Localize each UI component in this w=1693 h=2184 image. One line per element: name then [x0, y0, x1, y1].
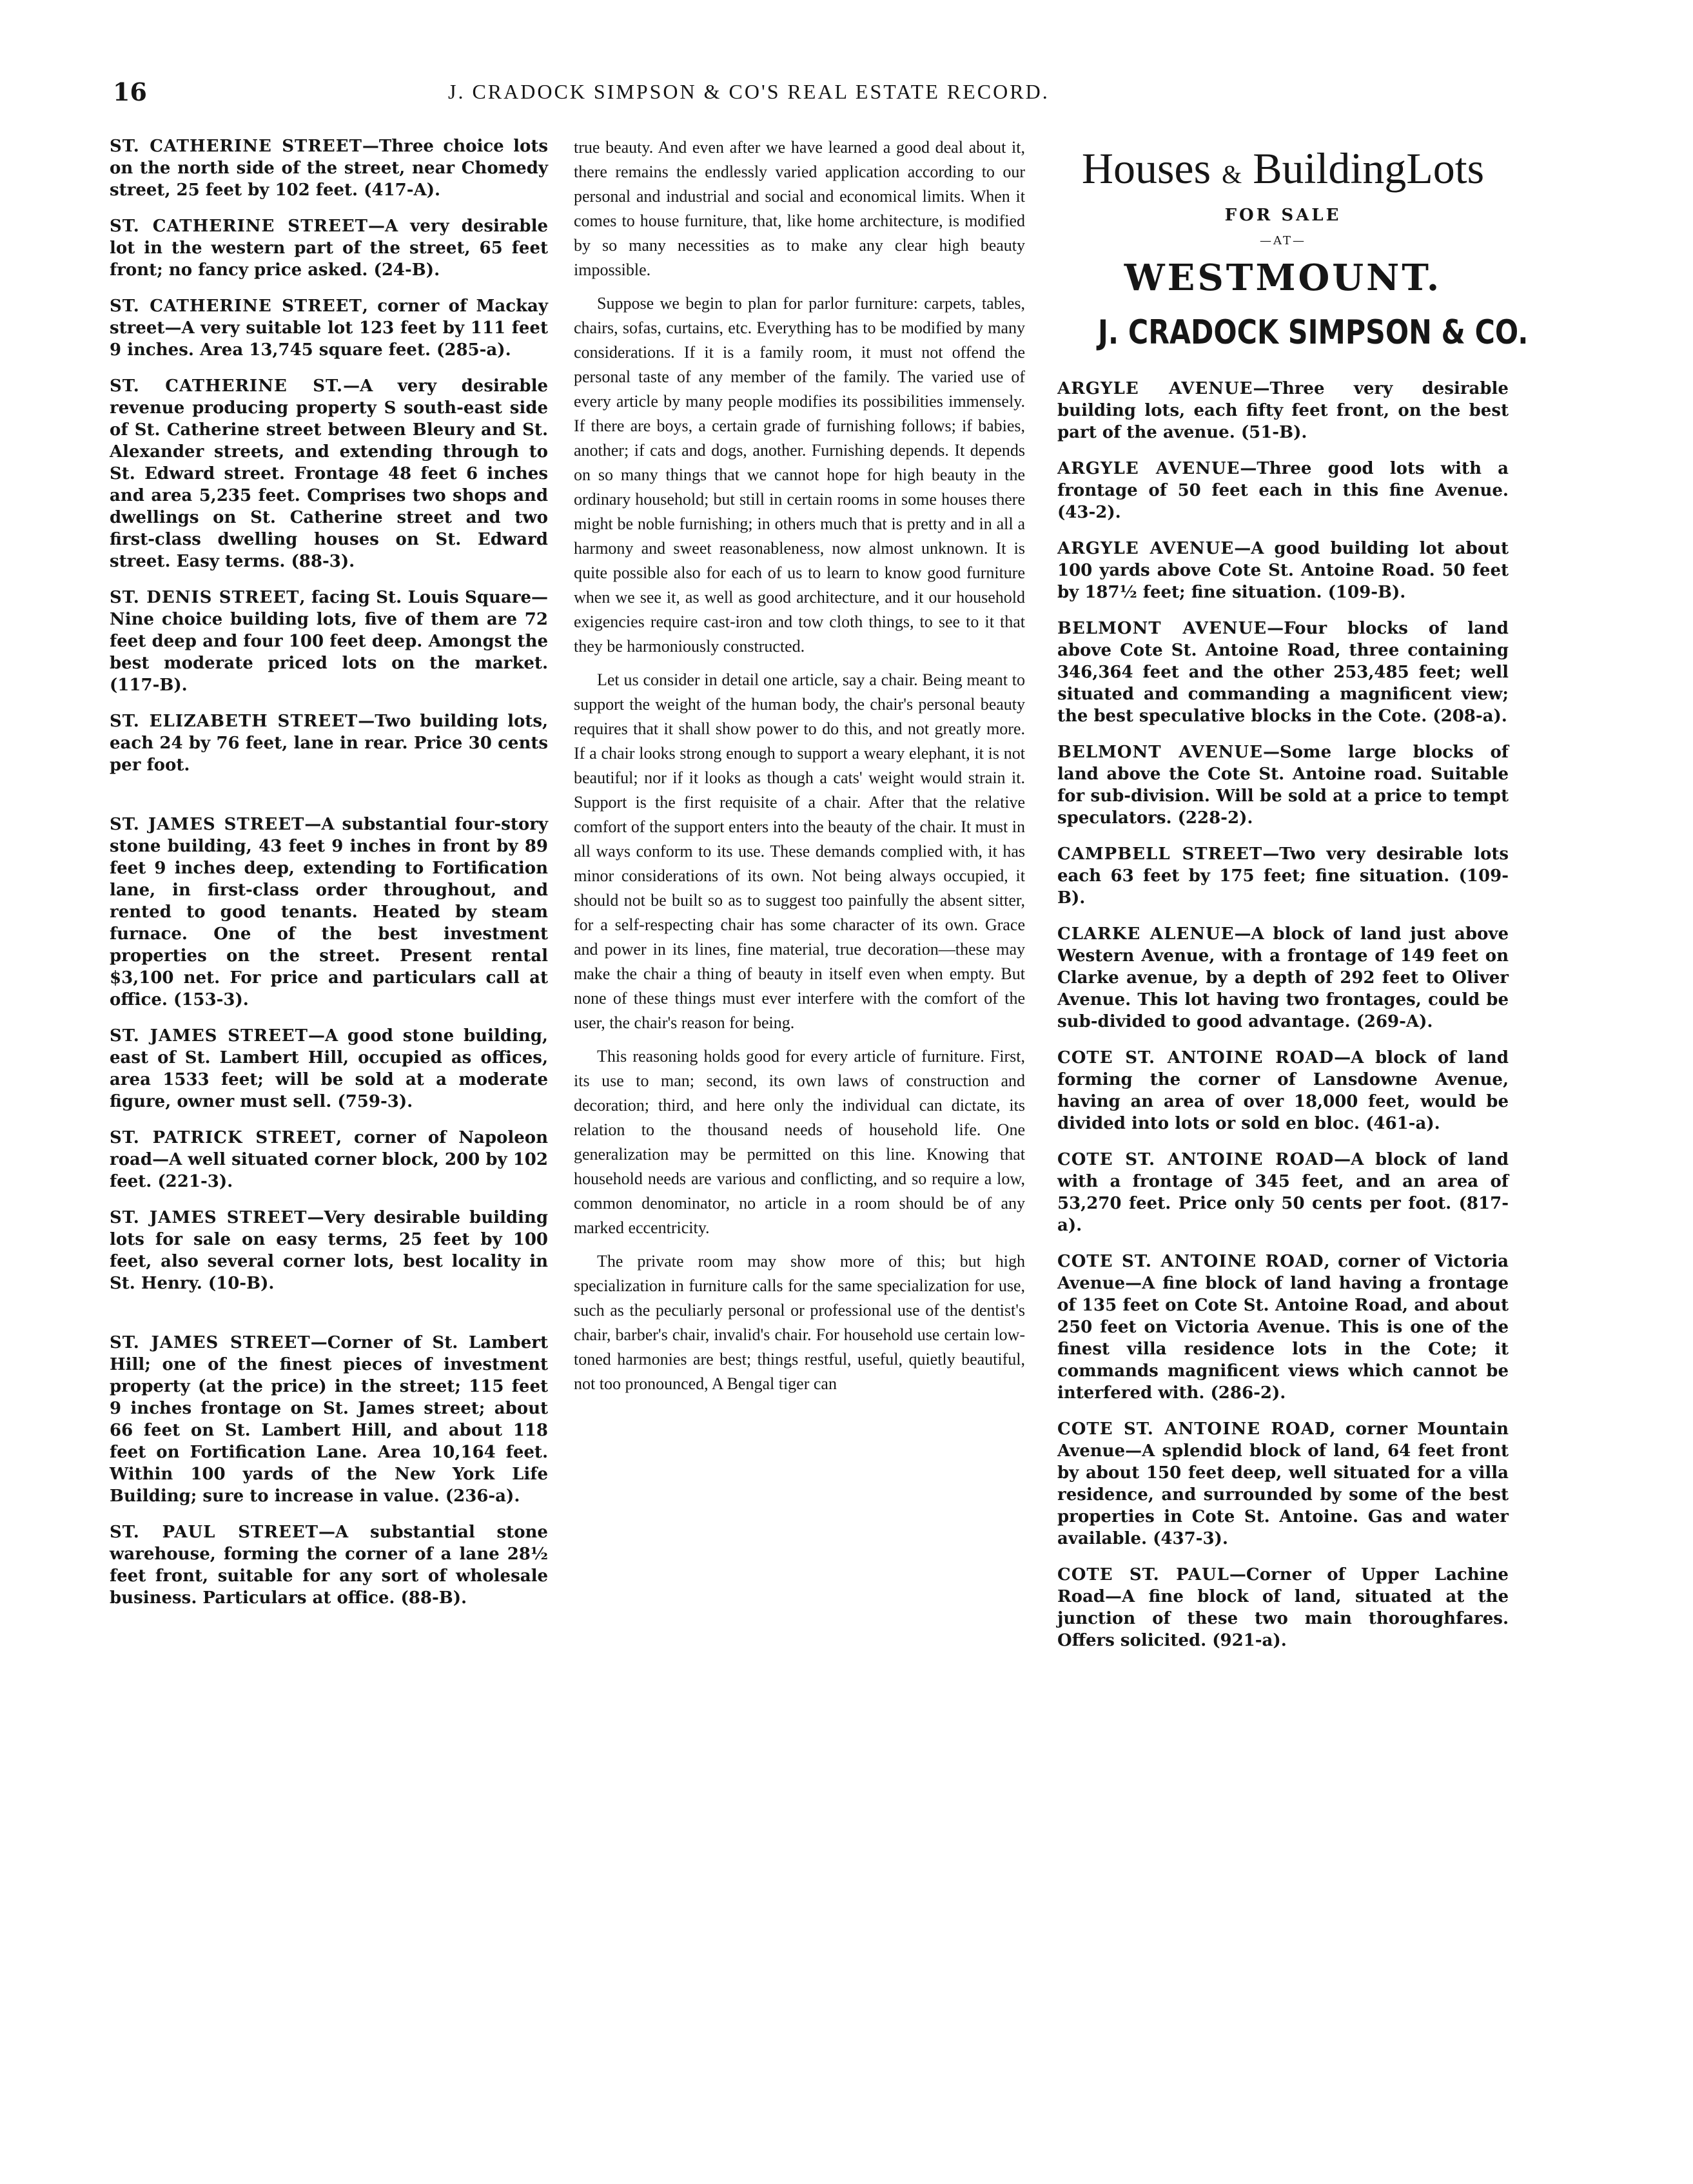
listing-text: —A block of land just above Western Avenue, with a frontage of 149 feet on Clarke avenue, by a depth of 292 feet to Oliver Avenue. This lot having two frontages, could be sub-divided to good advantage. (269-A).: [1057, 924, 1509, 1031]
advertisement: [1057, 143, 1529, 352]
listing-street: ST. JAMES STREET: [110, 1333, 311, 1352]
ad-title-left: Houses: [1081, 144, 1211, 193]
listing: [110, 814, 548, 1011]
listing-street: ARGYLE AVENUE: [1057, 539, 1235, 558]
listing-text: —Corner of St. Lambert Hill; one of the finest pieces of investment property (at the price) in the street; 115 feet 9 inches frontage on St. James street; about 66 feet on St. Lambert Hill, and about 118 feet on Fortification Lane. Area 10,164 feet. Within 100 yards of the New York Life Building; sure to increase in value. (236-a).: [110, 1333, 548, 1506]
listing-street: ARGYLE AVENUE: [1057, 459, 1240, 478]
listing-street: ST. ELIZABETH STREET: [110, 712, 358, 731]
ad-firm: J. CRADOCK SIMPSON & CO.: [1098, 313, 1529, 352]
listing: [1057, 843, 1509, 909]
listing: [1057, 1564, 1509, 1652]
listing-text: —Three very desirable building lots, each fifty feet front, on the best part of the avenue. (51-B).: [1057, 379, 1509, 442]
listing-text: —A good building lot about 100 yards above Cote St. Antoine Road. 50 feet by 187½ feet; fine situation. (109-B).: [1057, 539, 1509, 602]
listing: [110, 1521, 548, 1609]
listing-text: —Some large blocks of land above the Cote St. Antoine road. Suitable for sub-division. Will be sold at a price to tempt speculators. (228-2).: [1057, 743, 1509, 828]
left-column: [110, 135, 548, 1623]
listing-street: ST. JAMES STREET: [110, 1208, 308, 1227]
listing: [110, 710, 548, 776]
listing: [1057, 1047, 1509, 1135]
listing-street: ST. PAUL STREET: [110, 1523, 318, 1542]
listing-street: ST. CATHERINE STREET: [110, 137, 362, 156]
listing-street: COTE ST. ANTOINE ROAD: [1057, 1419, 1330, 1439]
listing-street: COTE ST. ANTOINE ROAD: [1057, 1252, 1324, 1271]
listing-text: —Very desirable building lots for sale on easy terms, 25 feet by 100 feet, also several corner lots, best locality in St. Henry. (10-B).: [110, 1208, 548, 1293]
listing: [110, 587, 548, 696]
listing-street: COTE ST. ANTOINE ROAD: [1057, 1048, 1335, 1068]
listing-street: ST. CATHERINE STREET: [110, 297, 362, 316]
listing: [110, 135, 548, 201]
listing: [1057, 923, 1509, 1033]
article-paragraph: Let us consider in detail one article, say a chair. Being meant to support the weight of the human body, the chair's personal beauty requires that it shall show power to do this, and not greatly more. If a chair looks strong enough to support a weary elephant, it is not beautiful; nor if it looks as though a cats' weight would strain it. Support is the first requisite of a chair. After that the relative comfort of the support enters into the beauty of the chair. It must in all ways conform to its use. These demands complied with, it has minor considerations of its own. Not being always occupied, it should not be built so as to suggest too painfully the absent sitter, for a self-respecting chair has some character of its own. Grace and power in its lines, fine material, true decoration—these may make the chair a thing of beauty in itself even when empty. But none of these things must ever interfere with the comfort of the user, the chair's reason for being.: [574, 670, 1025, 1032]
listing-text: , corner of Victoria Avenue—A fine block of land having a frontage of 135 feet on Cote St. Antoine Road, and about 250 feet on Victoria Avenue. This is one of the finest villa residence lots in the Cote; it commands magnificent views which cannot be interfered with. (286-2).: [1057, 1252, 1509, 1403]
listing-text: —Two very desirable lots each 63 feet by 175 feet; fine situation. (109-B).: [1057, 844, 1509, 908]
listing: [1057, 1418, 1509, 1550]
middle-column: [574, 135, 1025, 1405]
listing-street: COTE ST. PAUL: [1057, 1565, 1229, 1584]
listing: [1057, 458, 1509, 523]
listing-street: ST. PATRICK STREET: [110, 1128, 337, 1147]
listing-text: —A very desirable lot in the western part of the street, 65 feet front; no fancy price asked. (24-B).: [110, 217, 548, 280]
article-paragraph: true beauty. And even after we have learned a good deal about it, there remains the endlessly varied application according to our personal and industrial and social and economical limits. When it comes to house furniture, that, like home architecture, is modified by so many necessities as to make any clear high beauty impossible.: [574, 138, 1025, 279]
listing: [110, 1332, 548, 1507]
ad-for-sale: FOR SALE: [1224, 206, 1342, 225]
listing: [1057, 378, 1509, 444]
listing-street: ST. CATHERINE STREET: [110, 217, 369, 236]
listing-text: , corner of Mackay street—A very suitable lot 123 feet by 111 feet 9 inches. Area 13,745 square feet. (285-a).: [110, 297, 548, 360]
listing-street: ST. CATHERINE ST.: [110, 376, 344, 396]
listing: [110, 215, 548, 281]
listing-street: ST. JAMES STREET: [110, 1026, 308, 1046]
listing-street: ST. JAMES STREET: [110, 815, 305, 834]
listing-text: —A block of land forming the corner of Lansdowne Avenue, having an area of over 18,000 feet, would be divided into lots or sold en bloc. (461-a).: [1057, 1048, 1509, 1133]
listing-text: , facing St. Louis Square—Nine choice building lots, five of them are 72 feet deep and four 100 feet deep. Amongst the best moderate priced lots on the market. (117-B).: [110, 588, 549, 695]
listing-text: —A substantial stone warehouse, forming the corner of a lane 28½ feet front, suitable for any sort of wholesale business. Particulars at office. (88-B).: [110, 1523, 548, 1608]
listing-text: —Four blocks of land above Cote St. Antoine Road, three containing 346,364 feet and the other 253,485 feet; well situated and commanding a magnificent view; the best speculative blocks in the Cote. (208-a).: [1057, 619, 1509, 726]
page-header: [113, 77, 1589, 116]
running-head: J. CRADOCK SIMPSON & CO'S REAL ESTATE RECORD.: [448, 80, 1050, 103]
listing: [1057, 1149, 1509, 1236]
ad-title: [1057, 143, 1509, 194]
listing-text: —A very desirable revenue producing property S south-east side of St. Catherine street between Bleury and St. Alexander streets, and extending through to St. Edward street. Frontage 48 feet 6 inches and area 5,235 feet. Comprises two shops and dwellings on St. Catherine street and two first-class dwelling houses on St. Edward street. Easy terms. (88-3).: [110, 376, 548, 571]
right-column: [1057, 135, 1529, 1666]
article-paragraph: The private room may show more of this; but high specialization in furniture calls for the same specialization for use, such as the peculiarly personal or professional use of the dentist's chair, barber's chair, invalid's chair. For household use certain low-toned harmonies are best; things restful, useful, quietly beautiful, not too pronounced, A Bengal tiger can: [574, 1252, 1025, 1393]
listing-street: CLARKE ALENUE: [1057, 924, 1235, 944]
listing: [110, 375, 548, 572]
listing-text: —A block of land with a frontage of 345 feet, and an area of 53,270 feet. Price only 50 cents per foot. (817-a).: [1057, 1150, 1509, 1235]
listing-text: , corner Mountain Avenue—A splendid block of land, 64 feet front by about 150 feet deep, well situated for a villa residence, and surrounded by some of the best properties in Cote St. Antoine. Gas and water available. (437-3).: [1057, 1419, 1509, 1548]
column-gap: [110, 1309, 548, 1332]
listing-text: , corner of Napoleon road—A well situated corner block, 200 by 102 feet. (221-3).: [110, 1128, 548, 1191]
listing: [1057, 618, 1509, 727]
column-gap: [110, 790, 548, 814]
listing: [1057, 741, 1509, 829]
listing-text: —A substantial four-story stone building, 43 feet 9 inches in front by 89 feet 9 inches deep, extending to Fortification lane, in first-class order throughout, and rented to good tenants. Heated by steam furnace. One of the best investment properties on the street. Present rental $3,100 net. For price and particulars call at office. (153-3).: [110, 815, 548, 1009]
listing-street: BELMONT AVENUE: [1057, 743, 1263, 762]
listing-text: —Corner of Upper Lachine Road—A fine block of land, situated at the junction of these two main thoroughfares. Offers solicited. (921-a).: [1057, 1565, 1509, 1650]
listing: [110, 1025, 548, 1113]
listing-street: ARGYLE AVENUE: [1057, 379, 1253, 398]
page-number: 16: [113, 77, 147, 106]
ad-title-amp: &: [1222, 160, 1242, 189]
listing: [110, 1207, 548, 1294]
listing-street: COTE ST. ANTOINE ROAD: [1057, 1150, 1335, 1169]
listing-street: ST. DENIS STREET: [110, 588, 300, 607]
ad-at: —AT—: [1259, 234, 1307, 248]
listing-text: —Two building lots, each 24 by 76 feet, lane in rear. Price 30 cents per foot.: [110, 712, 549, 775]
article-paragraph: This reasoning holds good for every article of furniture. First, its use to man; second, its own laws of construction and decoration; third, and here only the individual can dictate, its relation to the thousand needs of household life. One generalization may be permitted on this line. Knowing that household needs are various and conflicting, and so require a low, common denominator, no article in a room should be of any marked eccentricity.: [574, 1047, 1025, 1237]
listing-street: BELMONT AVENUE: [1057, 619, 1267, 638]
listing: [1057, 1251, 1509, 1404]
listing-text: —Three good lots with a frontage of 50 feet each in this fine Avenue. (43-2).: [1057, 459, 1509, 522]
article-paragraph: Suppose we begin to plan for parlor furniture: carpets, tables, chairs, sofas, curtains, etc. Everything has to be modified by many considerations. If it is a family room, it must not offend the personal taste of any member of the family. The varied use of every article by many people modifies its possibilities immensely. If there are boys, a certain grade of furnishing follows; if babies, another; if cats and dogs, another. Furnishing depends. It depends on so many things that we cannot hope for high beauty in the ordinary household; but still in certain rooms in some houses there might be noble furnishing; in others much that is pretty and in all a harmony and sweet reasonableness, now almost unknown. It is quite possible also for each of us to learn to know good furniture when we see it, as well as good architecture, and it our household exigencies require cast-iron and tow cloth things, to see to it that they be harmoniously constructed.: [574, 294, 1025, 656]
listing-text: —Three choice lots on the north side of the street, near Chomedy street, 25 feet by 102 feet. (417-A).: [110, 137, 548, 200]
ad-place: WESTMOUNT.: [1124, 257, 1442, 299]
ad-title-right: BuildingLots: [1253, 144, 1485, 193]
listing-street: CAMPBELL STREET: [1057, 844, 1263, 864]
listing: [110, 1127, 548, 1193]
listing-text: —A good stone building, east of St. Lambert Hill, occupied as offices, area 1533 feet; will be sold at a moderate figure, owner must sell. (759-3).: [110, 1026, 548, 1111]
listing: [1057, 538, 1509, 603]
listing: [110, 295, 548, 361]
